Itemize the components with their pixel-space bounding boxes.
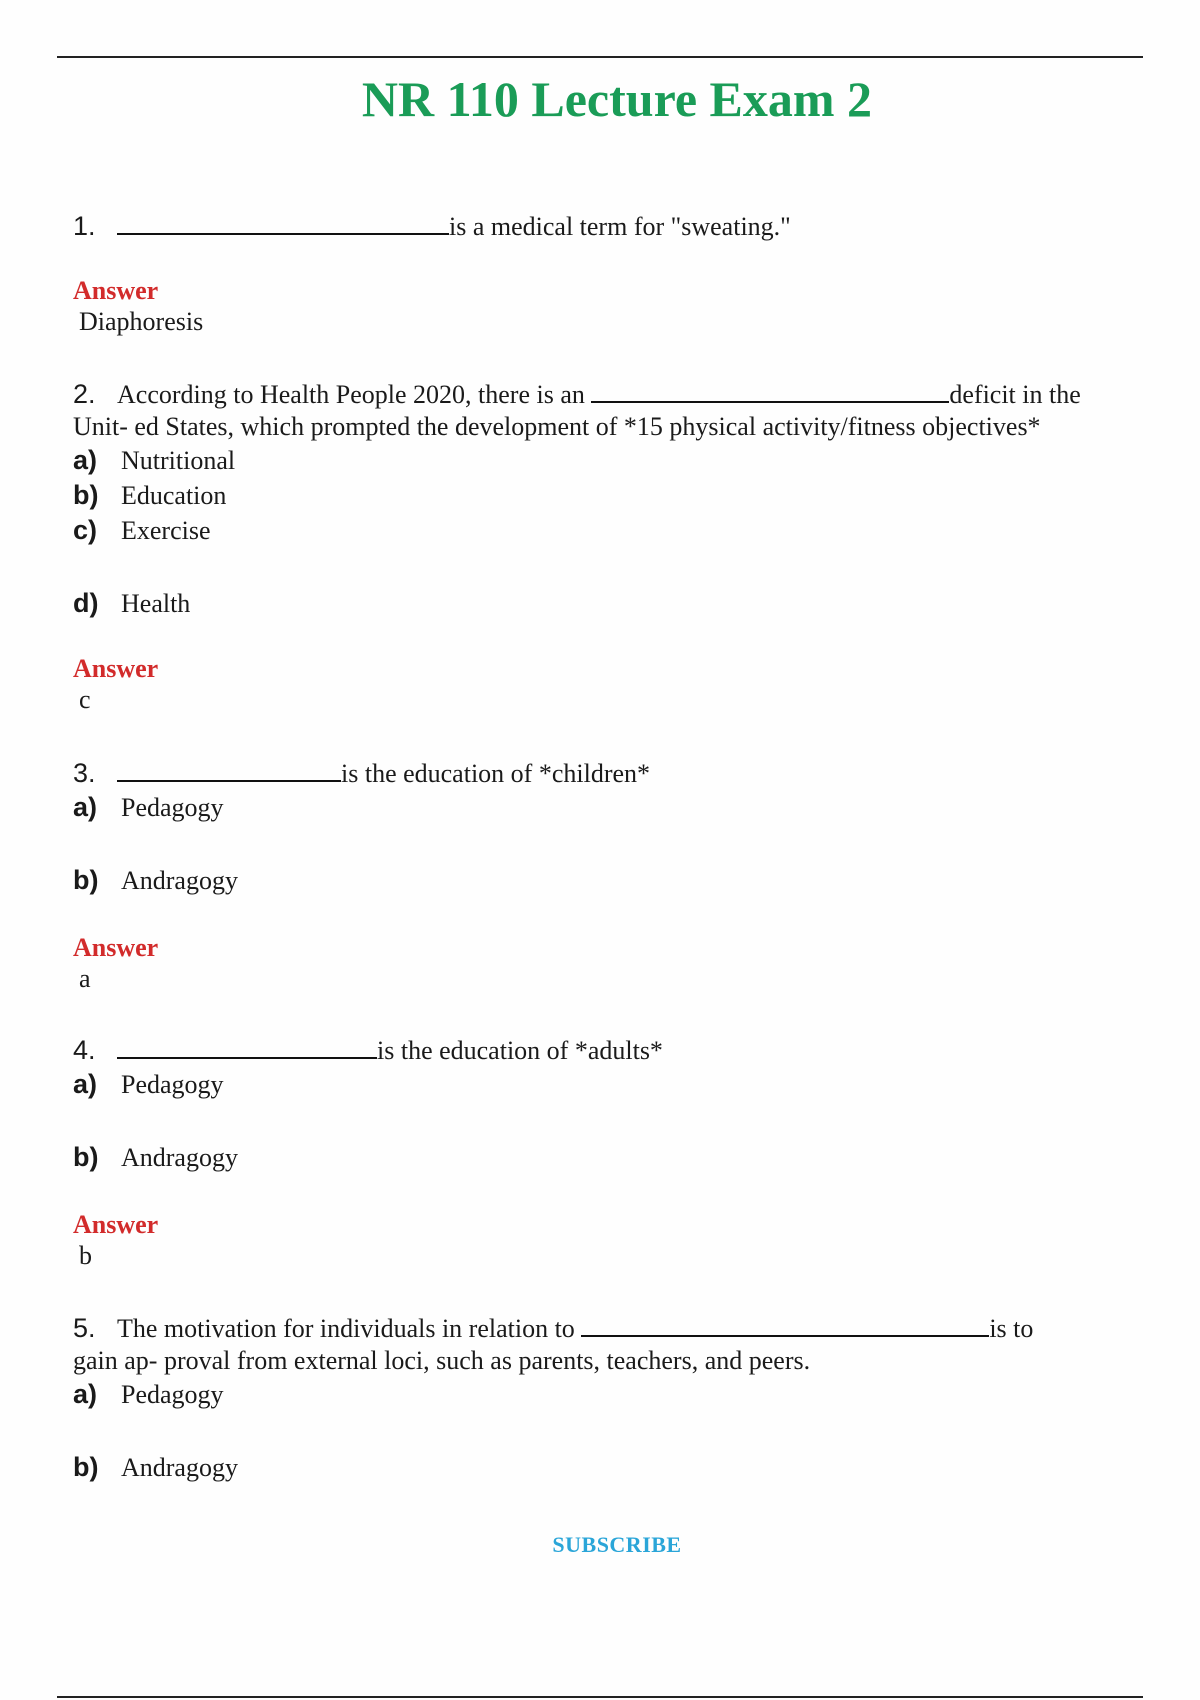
answer-4 bbox=[73, 1210, 1133, 1272]
question-text-continued: Unit- ed States, which prompted the development of *15 physical activity/fitness objectives* bbox=[73, 412, 1041, 441]
answer-3 bbox=[73, 933, 1133, 995]
question-text-end: is to bbox=[989, 1314, 1034, 1343]
question-text-start: The motivation for individuals in relation to bbox=[117, 1314, 575, 1343]
option-a[interactable] bbox=[73, 443, 1133, 478]
option-letter: b) bbox=[73, 1142, 99, 1172]
answer-value: b bbox=[79, 1241, 92, 1270]
answer-value: Diaphoresis bbox=[79, 307, 204, 336]
option-text: Nutritional bbox=[121, 446, 236, 475]
top-rule bbox=[57, 56, 1143, 58]
answer-label: Answer bbox=[73, 276, 159, 305]
question-1 bbox=[73, 210, 1133, 243]
option-b[interactable] bbox=[73, 1450, 1133, 1485]
option-letter: b) bbox=[73, 1452, 99, 1482]
answer-blank bbox=[581, 1313, 989, 1337]
page-title: NR 110 Lecture Exam 2 bbox=[361, 71, 873, 127]
question-text-start: According to Health People 2020, there is an bbox=[117, 380, 585, 409]
question-text: is the education of *children* bbox=[341, 759, 651, 788]
question-2 bbox=[73, 378, 1133, 621]
option-letter: a) bbox=[73, 445, 98, 475]
question-number: 2. bbox=[73, 379, 96, 409]
question-4 bbox=[73, 1034, 1133, 1175]
question-number: 1. bbox=[73, 211, 96, 241]
question-text-continued: gain ap- proval from external loci, such as parents, teachers, and peers. bbox=[73, 1346, 811, 1375]
option-letter: c) bbox=[73, 515, 98, 545]
option-b[interactable] bbox=[73, 1140, 1133, 1175]
question-number: 3. bbox=[73, 758, 96, 788]
answer-value: c bbox=[79, 685, 91, 714]
question-number: 4. bbox=[73, 1035, 96, 1065]
option-letter: d) bbox=[73, 588, 99, 618]
option-letter: b) bbox=[73, 480, 99, 510]
option-c[interactable] bbox=[73, 513, 1133, 548]
bottom-rule bbox=[57, 1696, 1143, 1698]
option-text: Health bbox=[121, 589, 191, 618]
option-text: Andragogy bbox=[121, 866, 238, 895]
option-letter: a) bbox=[73, 1069, 98, 1099]
option-letter: b) bbox=[73, 865, 99, 895]
option-b[interactable] bbox=[73, 478, 1133, 513]
option-text: Education bbox=[121, 481, 227, 510]
answer-blank bbox=[117, 1035, 377, 1059]
option-a[interactable] bbox=[73, 790, 1133, 825]
question-number: 5. bbox=[73, 1313, 96, 1343]
answer-1 bbox=[73, 276, 1133, 338]
answer-blank bbox=[117, 211, 449, 235]
question-5 bbox=[73, 1312, 1133, 1485]
answer-blank bbox=[591, 379, 949, 403]
answer-label: Answer bbox=[73, 654, 159, 683]
option-text: Exercise bbox=[121, 516, 211, 545]
answer-2 bbox=[73, 654, 1133, 716]
option-a[interactable] bbox=[73, 1377, 1133, 1412]
answer-value: a bbox=[79, 964, 91, 993]
option-a[interactable] bbox=[73, 1067, 1133, 1102]
option-text: Pedagogy bbox=[121, 1070, 224, 1099]
option-letter: a) bbox=[73, 792, 98, 822]
question-3 bbox=[73, 757, 1133, 898]
answer-label: Answer bbox=[73, 1210, 159, 1239]
answer-blank bbox=[117, 758, 341, 782]
option-text: Pedagogy bbox=[121, 1380, 224, 1409]
option-b[interactable] bbox=[73, 863, 1133, 898]
question-text-end: deficit in the bbox=[949, 380, 1081, 409]
question-text: is the education of *adults* bbox=[377, 1036, 663, 1065]
option-letter: a) bbox=[73, 1379, 98, 1409]
subscribe-link[interactable]: SUBSCRIBE bbox=[552, 1532, 682, 1557]
option-text: Andragogy bbox=[121, 1453, 238, 1482]
option-text: Pedagogy bbox=[121, 793, 224, 822]
option-text: Andragogy bbox=[121, 1143, 238, 1172]
question-text: is a medical term for "sweating." bbox=[449, 212, 791, 241]
answer-label: Answer bbox=[73, 933, 159, 962]
option-d[interactable] bbox=[73, 586, 1133, 621]
